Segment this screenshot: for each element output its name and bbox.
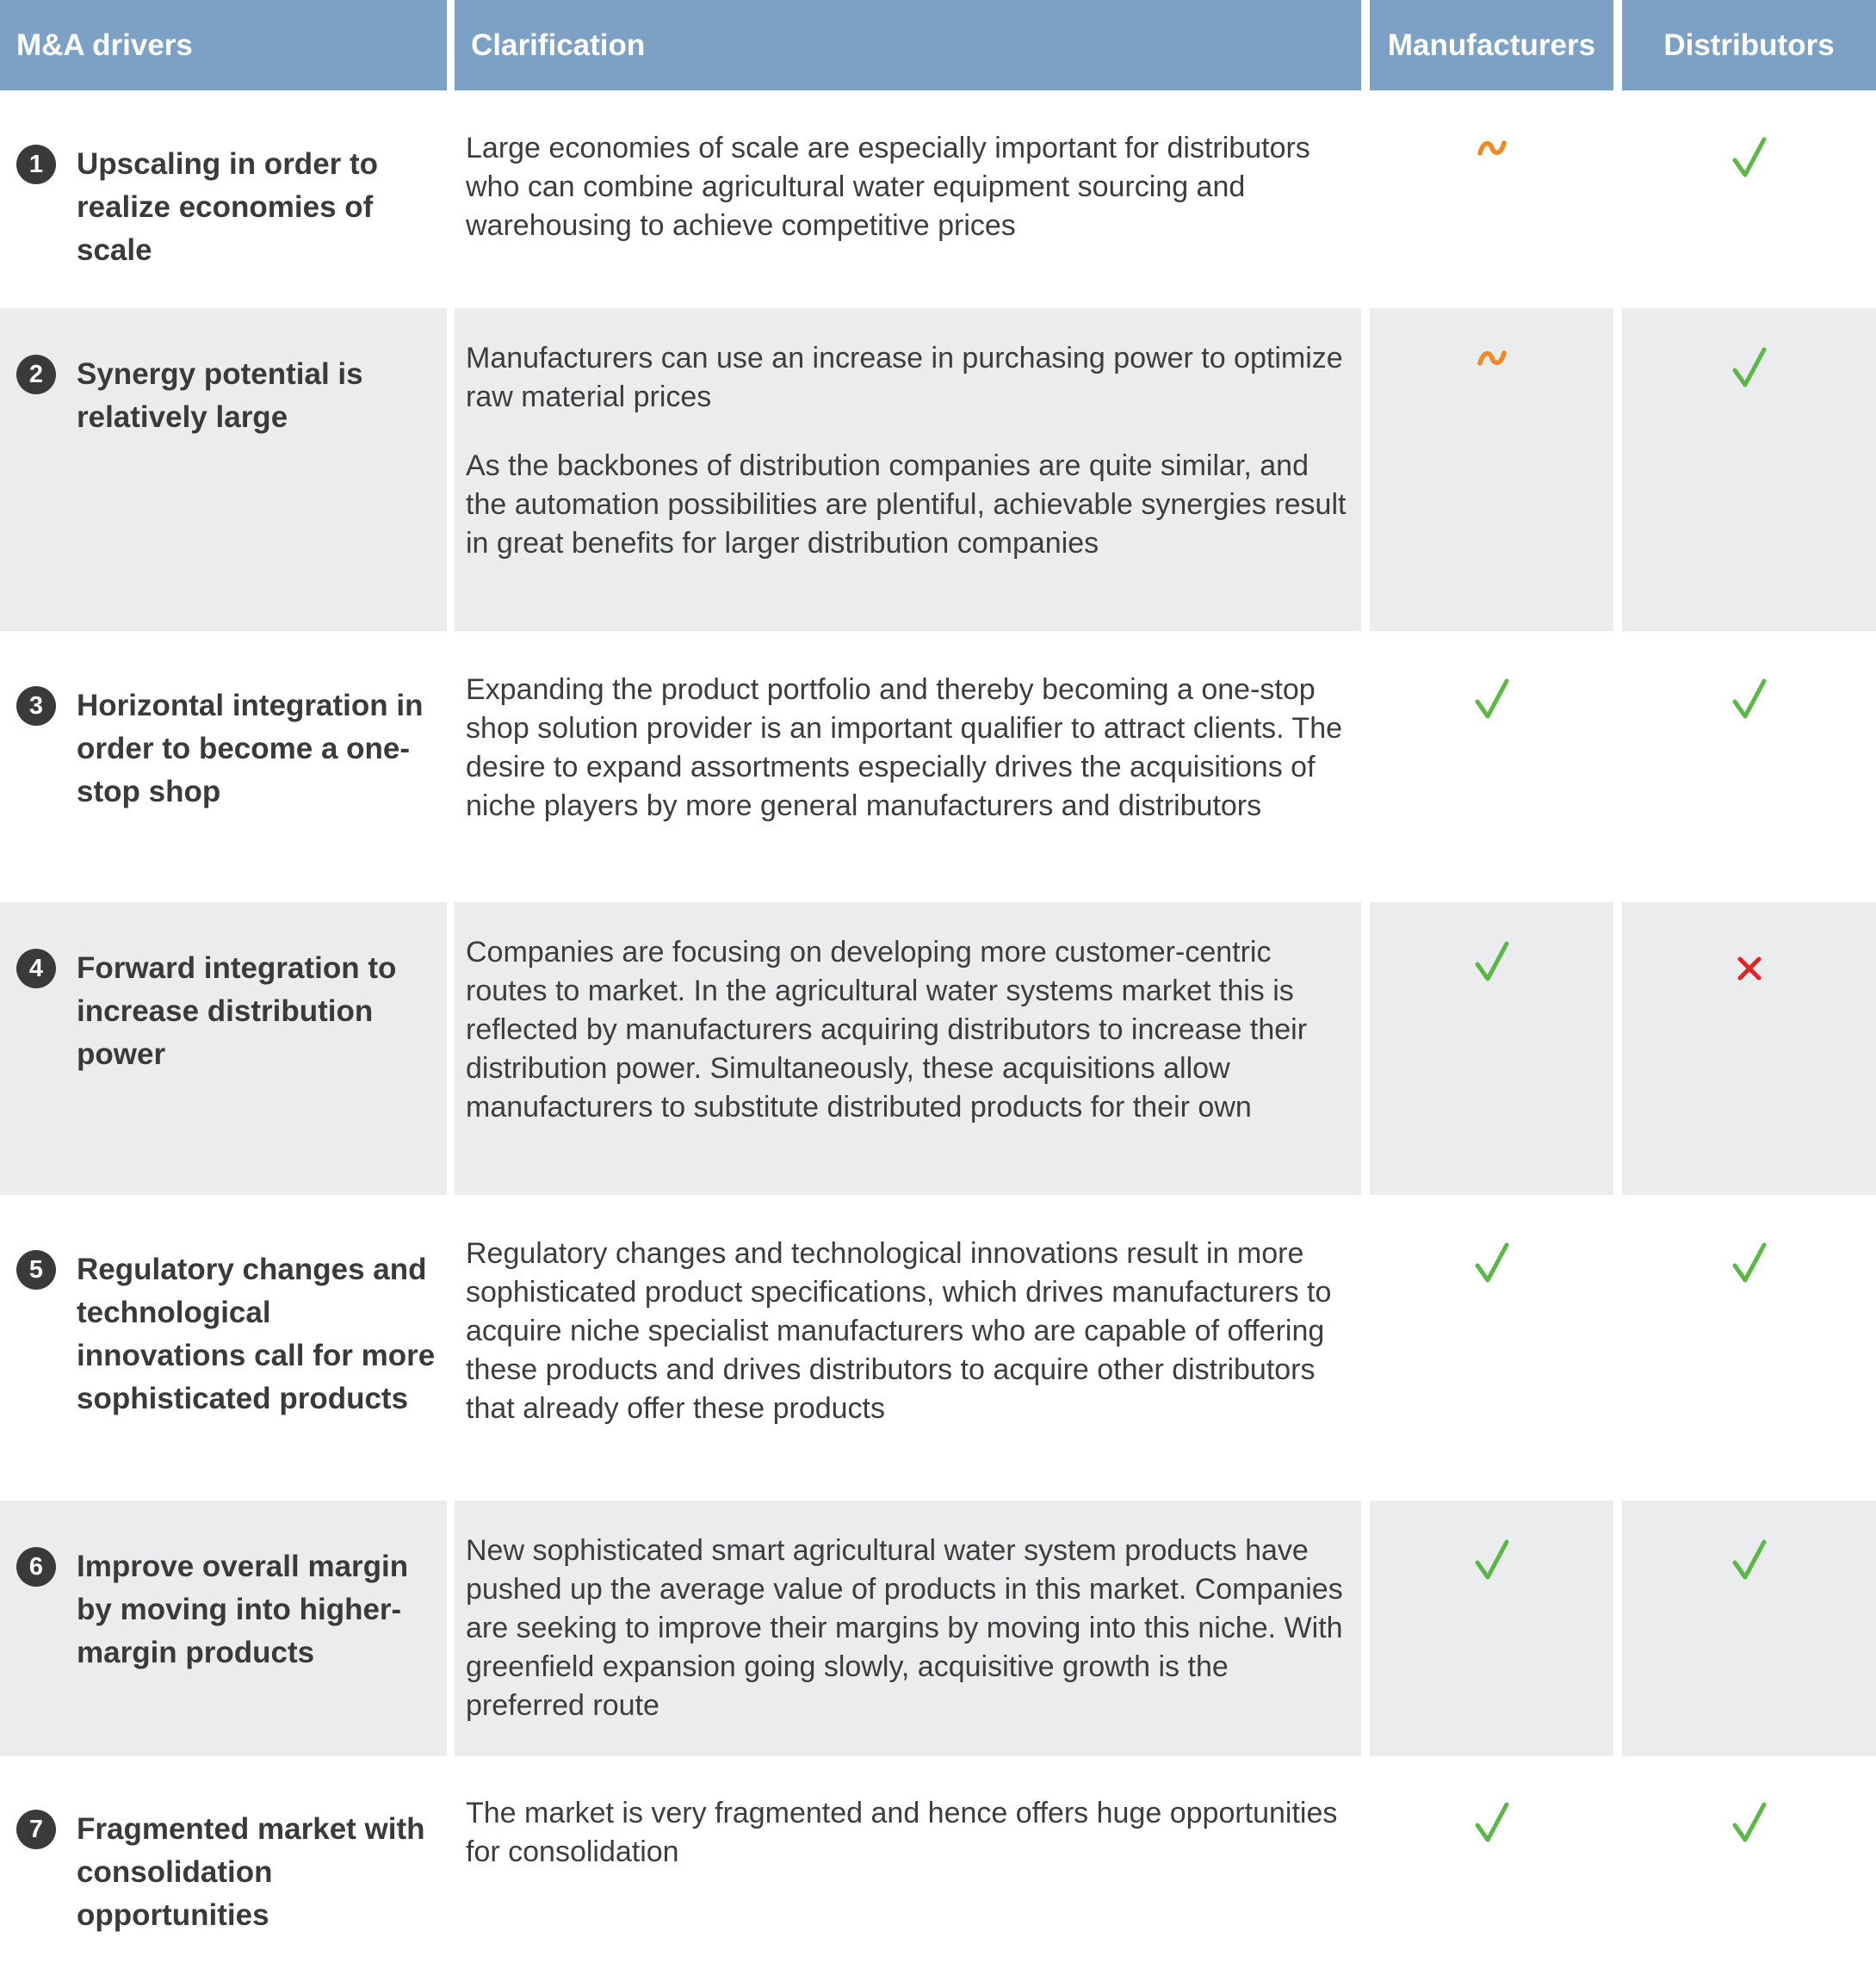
check-icon xyxy=(1622,136,1876,179)
clarification-text xyxy=(466,339,1353,563)
distributors-cell xyxy=(1622,98,1876,307)
header-ma-drivers: M&A drivers xyxy=(0,0,447,90)
check-icon xyxy=(1622,346,1876,389)
check-icon xyxy=(1370,1538,1613,1582)
clarification-text xyxy=(466,1532,1353,1725)
driver-label: Fragmented market with consolidation opportunities xyxy=(77,1812,425,1932)
manufacturers-cell xyxy=(1370,1204,1613,1501)
check-icon xyxy=(1622,1538,1876,1582)
row-number-badge: 5 xyxy=(16,1250,56,1290)
clarification-paragraph: The market is very fragmented and hence offers huge opportunities for consolidation xyxy=(466,1797,1338,1868)
row-number-badge: 6 xyxy=(16,1547,56,1587)
manufacturers-cell xyxy=(1370,1501,1613,1756)
clarification-cell xyxy=(455,1501,1361,1756)
clarification-text xyxy=(466,671,1353,826)
driver-cell xyxy=(0,1501,447,1756)
check-icon xyxy=(1370,1801,1613,1844)
driver-label: Regulatory changes and technological innovations call for more sophisticated products xyxy=(77,1253,436,1415)
table-row xyxy=(0,1763,1876,1987)
clarification-paragraph: Companies are focusing on developing more customer-centric routes to market. In the agricultural water systems market this is reflected by manufacturers acquiring distributors to increase their distribution power. Simultaneously, these acquisitions allow manufacturers to substitute distributed products for their own xyxy=(466,936,1308,1123)
check-icon xyxy=(1622,678,1876,721)
row-number-badge: 3 xyxy=(16,686,56,726)
distributors-cell xyxy=(1622,1763,1876,1987)
manufacturers-cell xyxy=(1370,98,1613,307)
table-row xyxy=(0,902,1876,1195)
distributors-cell xyxy=(1622,308,1876,631)
table-row xyxy=(0,98,1876,307)
distributors-cell xyxy=(1622,1204,1876,1501)
driver-cell xyxy=(0,902,447,1195)
manufacturers-cell xyxy=(1370,1763,1613,1987)
clarification-paragraph: Large economies of scale are especially important for distributors who can combine agricultural water equipment sourcing and warehousing to achieve competitive prices xyxy=(466,132,1310,242)
driver-cell xyxy=(0,98,447,307)
clarification-paragraph: Regulatory changes and technological innovations result in more sophisticated product specifications, which drives manufacturers to acquire niche specialist manufacturers who are capable of offering these products and drives distributors to acquire other distributors that already offer these products xyxy=(466,1237,1332,1425)
clarification-text xyxy=(466,1794,1353,1872)
driver-cell xyxy=(0,308,447,631)
row-number-badge: 2 xyxy=(16,355,56,394)
table-row xyxy=(0,1501,1876,1756)
row-number-badge: 4 xyxy=(16,949,56,988)
driver-cell xyxy=(0,1204,447,1501)
manufacturers-cell xyxy=(1370,308,1613,631)
clarification-cell xyxy=(455,902,1361,1195)
clarification-paragraph: As the backbones of distribution companies are quite similar, and the automation possibilities are plentiful, achievable synergies result in great benefits for larger distribution companies xyxy=(466,449,1347,560)
driver-cell xyxy=(0,640,447,898)
header-distributors: Distributors xyxy=(1622,0,1876,90)
distributors-cell xyxy=(1622,1501,1876,1756)
driver-label: Horizontal integration in order to become a one-stop shop xyxy=(77,689,424,808)
check-icon xyxy=(1370,940,1613,983)
header-clarification: Clarification xyxy=(455,0,1361,90)
header-manufacturers: Manufacturers xyxy=(1370,0,1613,90)
clarification-cell xyxy=(455,1204,1361,1501)
manufacturers-cell xyxy=(1370,902,1613,1195)
driver-label: Forward integration to increase distribution power xyxy=(77,951,397,1071)
check-icon xyxy=(1622,1801,1876,1844)
check-icon xyxy=(1370,1241,1613,1284)
clarification-cell xyxy=(455,1763,1361,1987)
table-header xyxy=(0,0,1876,90)
tilde-icon xyxy=(1370,347,1613,369)
cross-icon xyxy=(1622,956,1876,981)
tilde-icon xyxy=(1370,137,1613,159)
clarification-paragraph: Expanding the product portfolio and thereby becoming a one-stop shop solution provider is an important qualifier to attract clients. The desire to expand assortments especially drives the acquisitions of niche players by more general manufacturers and distributors xyxy=(466,673,1343,822)
clarification-paragraph: New sophisticated smart agricultural water system products have pushed up the average value of products in this market. Companies are seeking to improve their margins by moving into this niche. With greenfield expansion going slowly, acquisitive growth is the preferred route xyxy=(466,1534,1343,1722)
manufacturers-cell xyxy=(1370,640,1613,898)
row-number-badge: 1 xyxy=(16,145,56,184)
distributors-cell xyxy=(1622,640,1876,898)
table-row xyxy=(0,308,1876,631)
driver-label: Upscaling in order to realize economies of scale xyxy=(77,147,379,267)
check-icon xyxy=(1370,678,1613,721)
driver-label: Synergy potential is relatively large xyxy=(77,357,363,434)
table-row xyxy=(0,1204,1876,1501)
clarification-cell xyxy=(455,308,1361,631)
clarification-text xyxy=(466,933,1353,1127)
distributors-cell xyxy=(1622,902,1876,1195)
driver-cell xyxy=(0,1763,447,1987)
check-icon xyxy=(1622,1241,1876,1284)
row-number-badge: 7 xyxy=(16,1810,56,1849)
clarification-text xyxy=(466,1235,1353,1428)
clarification-paragraph: Manufacturers can use an increase in purchasing power to optimize raw material prices xyxy=(466,342,1343,413)
clarification-text xyxy=(466,129,1353,245)
table-row xyxy=(0,640,1876,898)
driver-label: Improve overall margin by moving into higher-margin products xyxy=(77,1550,409,1669)
clarification-cell xyxy=(455,98,1361,307)
clarification-cell xyxy=(455,640,1361,898)
